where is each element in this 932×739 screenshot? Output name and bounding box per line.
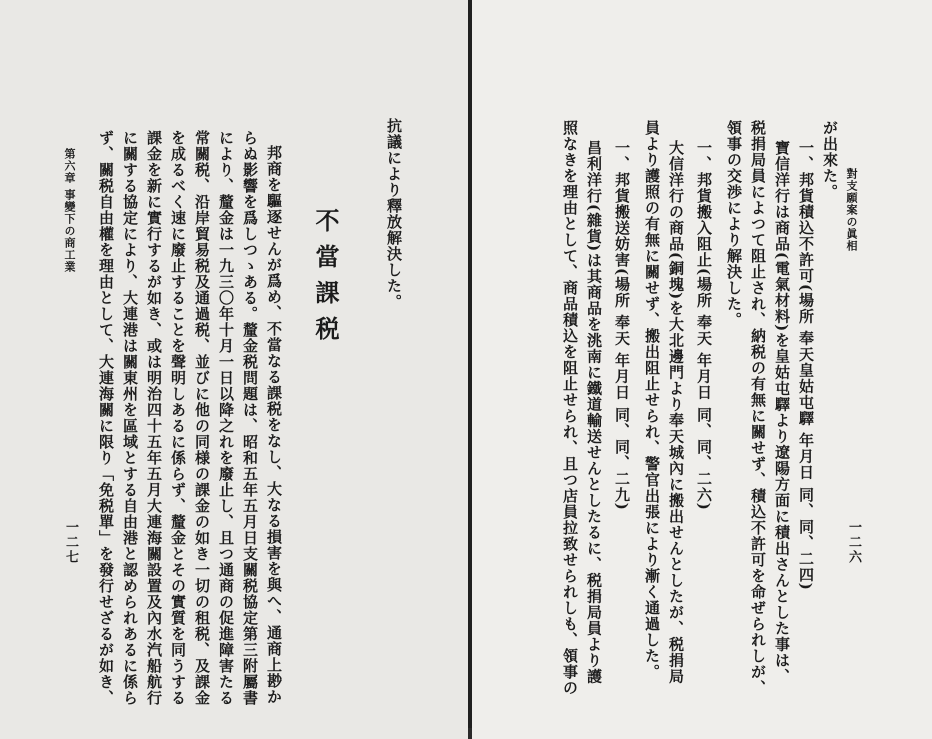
text-line-9: 一、邦貨搬送妨害(場所 奉天 年月日 同、同、二九) (613, 140, 631, 511)
body-line-3: により、釐金は一九三〇年十月一日以降之れを廢止し、且つ通商の促進障害たる (217, 130, 235, 706)
body-line-5: を成るべく速に廢止することを聲明しあるに係らず、釐金とその實質を同うする (169, 130, 187, 706)
body-line-1: 邦商を驅逐せんが爲め、不當なる課税をなし、大なる損害を與へ、通商上尠か (265, 145, 283, 705)
text-line-4: 税捐局員によつて阻止され、納税の有無に關せず、積込不許可を命ぜられしが、 (749, 120, 767, 696)
body-line-7: に關する協定により、大連港は關東州を區域とする自由港と認められあるに係ら (121, 130, 139, 706)
intro-line: 抗議により釋放解決した。 (385, 118, 403, 310)
body-line-4: 常關税、沿岸貿易税及通過税、並びに他の同様の課金の如き一切の租税、及課金 (193, 130, 211, 706)
text-line-10: 昌利洋行(雜貨)は其商品を洮南に鐵道輸送せんとしたるに、税捐局員より護 (585, 140, 603, 685)
text-line-2: 一、邦貨積込不許可(場所 奉天皇姑屯驛 年月日 同、同、二四) (797, 140, 815, 591)
text-line-6: 一、邦貨搬入阻止(場所 奉天 年月日 同、同、二六) (695, 140, 713, 511)
text-line-3: 寶信洋行は商品(電氣材料)を皇姑屯驛より遼陽方面に積出さんとした事は、 (773, 140, 791, 685)
running-head: 第六章 事變下の商工業 (63, 148, 76, 273)
running-head: 對支願案の眞相 (845, 168, 858, 252)
text-line-5: 領事の交渉により解決した。 (725, 120, 743, 328)
body-line-6: 課金を新に實行するが如き、或は明治四十五年五月大連海關設置及內水汽船航行 (145, 130, 163, 706)
body-line-8: ず、關税自由權を理由として、大連海關に限り「免税單」を發行せざるが如き、 (97, 130, 115, 706)
body-line-2: らぬ影響を爲しつゝある。釐金税問題は、昭和五年五月日支關税協定第三附屬書 (241, 130, 259, 706)
text-line-11: 照なきを理由として、商品積込を阻止せられ、且つ店員拉致せられしも、領事の (561, 120, 579, 696)
page-number: 一二六 (846, 520, 861, 565)
text-line-7: 大信洋行の商品(銅塊)を大北邊門より奉天城內に搬出せんとしたが、税捐局 (667, 140, 685, 685)
text-line-8: 員より護照の有無に關せず、搬出阻止せられ、警官出張により漸く通過した。 (643, 120, 661, 680)
section-heading: 不當課税 (311, 208, 340, 352)
text-line-1: が出來た。 (821, 120, 839, 200)
page-number: 一二七 (63, 520, 78, 565)
right-page (472, 0, 932, 739)
